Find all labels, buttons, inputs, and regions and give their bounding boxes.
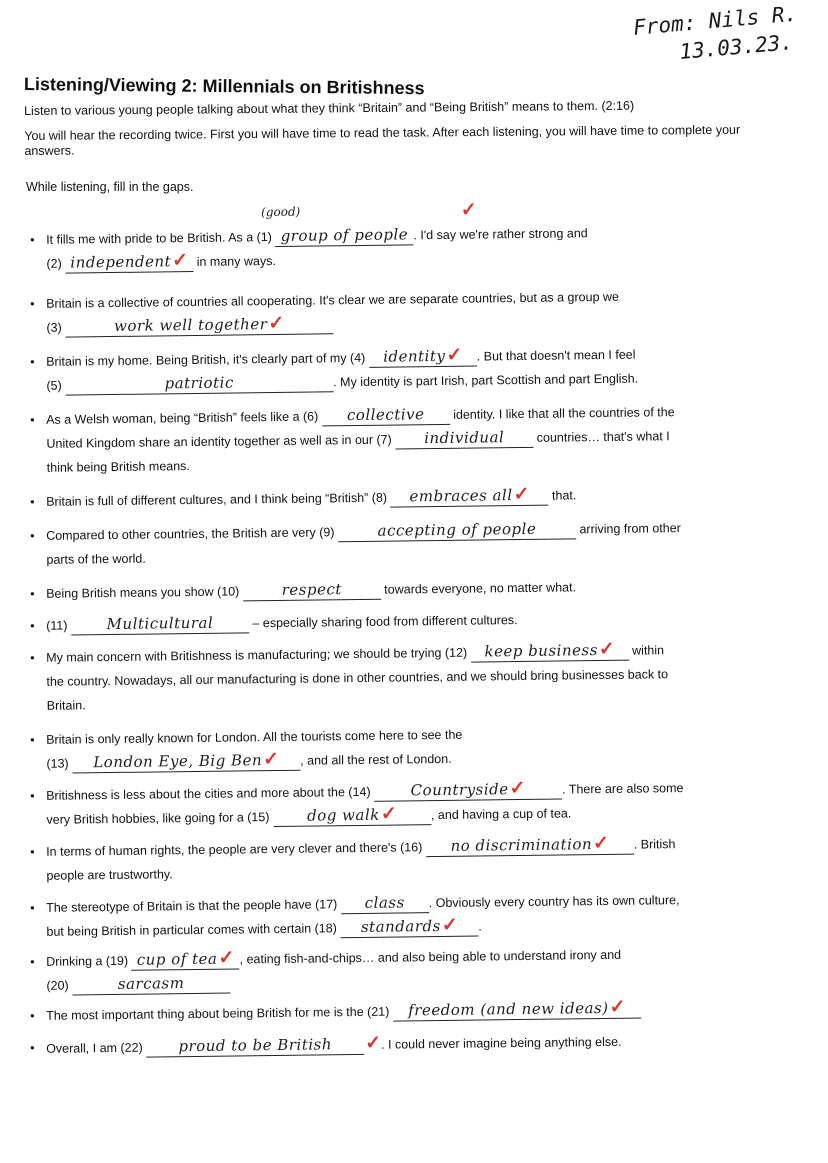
handwritten-answer: respect	[281, 580, 342, 599]
gap-item-9	[30, 515, 763, 572]
handwritten-answer: group of people	[280, 225, 409, 245]
bullet: •	[30, 1008, 35, 1023]
handwritten-answer: sarcasm	[117, 974, 185, 993]
check-mark-icon: ✓	[460, 199, 477, 221]
handwritten-answer: identity	[383, 346, 446, 366]
check-mark-icon: ✓	[598, 638, 615, 661]
bullet: •	[30, 296, 35, 311]
item-text: Drinking a (19)	[46, 953, 129, 969]
answer-gap-6[interactable]	[322, 406, 450, 427]
item-text: parts of the world.	[46, 551, 146, 567]
teacher-note: (good)	[261, 204, 301, 220]
item-text: (2)	[46, 256, 62, 271]
item-text: .	[478, 919, 482, 934]
gap-item-21	[30, 995, 762, 1028]
handwritten-answer: proud to be British	[178, 1035, 333, 1056]
gap-item-22	[30, 1027, 762, 1061]
gap-item-1	[30, 199, 763, 276]
gap-item-10	[30, 573, 762, 606]
item-text: My main concern with Britishness is manufacturing; we should be trying (12)	[46, 645, 468, 665]
item-text: Britain.	[46, 698, 86, 713]
answer-gap-18[interactable]	[340, 914, 478, 939]
gap-item-11	[30, 605, 762, 638]
item-text: Britishness is less about the cities and more about the (14)	[46, 784, 371, 803]
check-mark-icon: ✓	[446, 344, 463, 366]
item-text: countries… that's what I	[536, 429, 670, 445]
item-text: . I'd say we're rather strong and	[413, 226, 588, 243]
item-text: identity. I like that all the countries of the	[453, 405, 675, 422]
item-text: (3)	[46, 320, 62, 335]
item-text: Britain is a collective of countries all cooperating. It's clear we are separate countries, but as a group we	[46, 289, 620, 311]
answer-gap-2[interactable]	[65, 252, 193, 274]
check-mark-icon: ✓	[609, 996, 626, 1018]
answer-gap-17[interactable]	[341, 894, 429, 914]
check-mark-icon: ✓	[365, 1032, 382, 1054]
bullet: •	[30, 494, 35, 509]
check-mark-icon: ✓	[441, 914, 458, 936]
bullet: •	[30, 954, 35, 969]
item-text: Being British means you show (10)	[46, 584, 240, 601]
item-text: Overall, I am (22)	[46, 1040, 143, 1056]
handwritten-answer: cup of tea	[136, 949, 218, 969]
item-text: the country. Nowadays, all our manufacturing is done in other countries, and we should bring businesses back to	[46, 667, 669, 689]
item-text: but being British in particular comes with certain (18)	[46, 921, 337, 939]
handwritten-answer: accepting of people	[377, 519, 537, 540]
item-text: . My identity is part Irish, part Scottish and part English.	[333, 371, 639, 390]
bullet: •	[30, 232, 35, 247]
answer-gap-10[interactable]	[243, 581, 381, 602]
gap-item-8	[30, 481, 762, 514]
gap-item-12	[30, 637, 763, 718]
answer-gap-9[interactable]	[338, 520, 576, 542]
date-line: 13.03.23.	[678, 30, 794, 64]
handwritten-answer: class	[364, 893, 405, 912]
bullet: •	[30, 844, 35, 859]
item-text: Britain is only really known for London. All the tourists come here to see the	[46, 727, 463, 747]
bullet: •	[30, 732, 35, 747]
item-text: think being British means.	[46, 459, 190, 475]
item-text: It fills me with pride to be British. As a (1)	[46, 230, 272, 247]
item-text: , eating fish-and-chips… and also being able to understand irony and	[239, 947, 622, 967]
from-line: From: Nils R.	[632, 1, 799, 40]
answer-gap-1[interactable]	[261, 204, 413, 247]
item-text: . There are also some	[561, 781, 684, 797]
bullet: •	[30, 354, 35, 369]
item-text: . But that doesn't mean I feel	[476, 347, 636, 364]
bullet: •	[30, 586, 35, 601]
handwritten-answer: no discrimination	[450, 835, 593, 855]
answer-gap-15[interactable]	[273, 805, 431, 827]
answer-gap-12[interactable]	[470, 638, 628, 663]
check-mark-icon: ✓	[509, 777, 526, 800]
handwritten-answer: freedom (and new ideas)	[408, 998, 609, 1020]
handwritten-answer: independent	[70, 252, 172, 272]
answer-gap-3[interactable]	[65, 314, 333, 337]
handwritten-answer: embraces all	[409, 486, 513, 506]
gap-item-17	[30, 887, 763, 944]
item-text: As a Welsh woman, being “British” feels like a (6)	[46, 409, 319, 427]
intro-text	[24, 98, 745, 169]
bullet: •	[30, 412, 35, 427]
answer-gap-19[interactable]	[131, 949, 239, 970]
item-text: (5)	[46, 378, 62, 393]
handwritten-answer: Multicultural	[106, 613, 214, 634]
gap-item-19	[30, 941, 763, 998]
answer-gap-5[interactable]	[65, 373, 333, 395]
item-text: , and having a cup of tea.	[430, 806, 572, 823]
check-mark-icon: ✓	[592, 832, 610, 855]
worksheet-title: Listening/Viewing 2: Millennials on Britishness	[23, 74, 425, 99]
bullet: •	[30, 900, 35, 915]
item-text: in many ways.	[196, 253, 276, 269]
bullet: •	[30, 1040, 35, 1055]
gap-item-3	[30, 283, 763, 340]
answer-gap-22[interactable]	[146, 1036, 364, 1058]
item-text: Compared to other countries, the British are very (9)	[46, 525, 335, 543]
answer-gap-16[interactable]	[426, 832, 634, 858]
student-signature	[632, 0, 801, 70]
answer-gap-4[interactable]	[369, 344, 477, 368]
handwritten-answer: patriotic	[164, 373, 234, 393]
bullet: •	[30, 788, 35, 803]
handwritten-answer: dog walk	[307, 805, 380, 825]
intro-line-2: You will hear the recording twice. First you will have time to read the task. After each listening, you will have time to complete your answers.	[24, 122, 741, 158]
handwritten-answer: collective	[346, 405, 425, 425]
item-text: – especially sharing food from different cultures.	[252, 613, 518, 631]
item-text: . British	[633, 837, 676, 852]
item-text: United Kingdom share an identity together as well as in our (7)	[46, 432, 392, 451]
item-text: . I could never imagine being anything else.	[381, 1034, 622, 1052]
item-text: Britain is full of different cultures, and I think being “British” (8)	[46, 490, 388, 509]
handwritten-answer: keep business	[484, 641, 598, 661]
handwritten-answer: London Eye, Big Ben	[93, 751, 263, 772]
item-text: The most important thing about being British for me is the (21)	[46, 1004, 390, 1023]
item-text: Britain is my home. Being British, it's clearly part of my (4)	[46, 350, 366, 369]
bullet: •	[30, 528, 35, 543]
item-text: (13)	[46, 756, 69, 771]
item-text: arriving from other	[579, 521, 681, 537]
answer-gap-8[interactable]	[390, 483, 548, 508]
handwritten-answer: work well together	[113, 315, 268, 335]
answer-gap-20[interactable]	[72, 975, 230, 996]
item-text: (11)	[46, 618, 68, 633]
item-text: people are trustworthy.	[46, 867, 173, 883]
item-text: that.	[551, 488, 577, 503]
gap-item-16	[30, 831, 763, 888]
handwritten-answer: Countryside	[410, 780, 509, 800]
item-text: In terms of human rights, the people are very clever and there's (16)	[46, 840, 423, 859]
answer-gap-21[interactable]	[393, 996, 641, 1022]
bullet: •	[30, 618, 35, 633]
gap-item-4	[30, 341, 763, 398]
gap-item-14	[30, 775, 763, 832]
item-text: , and all the rest of London.	[300, 751, 452, 768]
handwritten-answer: standards	[360, 916, 441, 936]
handwritten-answer: individual	[424, 428, 505, 448]
item-text: very British hobbies, like going for a (15)	[46, 810, 270, 827]
answer-gap-7[interactable]	[395, 429, 533, 450]
item-text: . Obviously every country has its own culture,	[428, 893, 680, 911]
gap-item-13	[30, 719, 763, 776]
check-mark-icon: ✓	[218, 947, 235, 969]
check-mark-icon: ✓	[268, 312, 285, 335]
item-text: (20)	[46, 978, 69, 993]
bullet: •	[30, 650, 35, 665]
answer-gap-14[interactable]	[374, 777, 562, 802]
item-text: towards everyone, no matter what.	[384, 580, 577, 597]
instruction: While listening, fill in the gaps.	[26, 180, 194, 194]
answer-gap-13[interactable]	[72, 748, 300, 774]
check-mark-icon: ✓	[513, 483, 530, 506]
item-text: The stereotype of Britain is that the people have (17)	[46, 897, 338, 915]
item-text: within	[632, 643, 665, 658]
check-mark-icon: ✓	[380, 803, 397, 825]
answer-gap-11[interactable]	[71, 614, 249, 635]
intro-line-1: Listen to various young people talking about what they think “Britain” and “Being British” means to them. (2:16)	[24, 98, 635, 118]
check-mark-icon: ✓	[262, 748, 280, 771]
gap-item-6	[30, 399, 763, 480]
check-mark-icon: ✓	[171, 250, 189, 272]
